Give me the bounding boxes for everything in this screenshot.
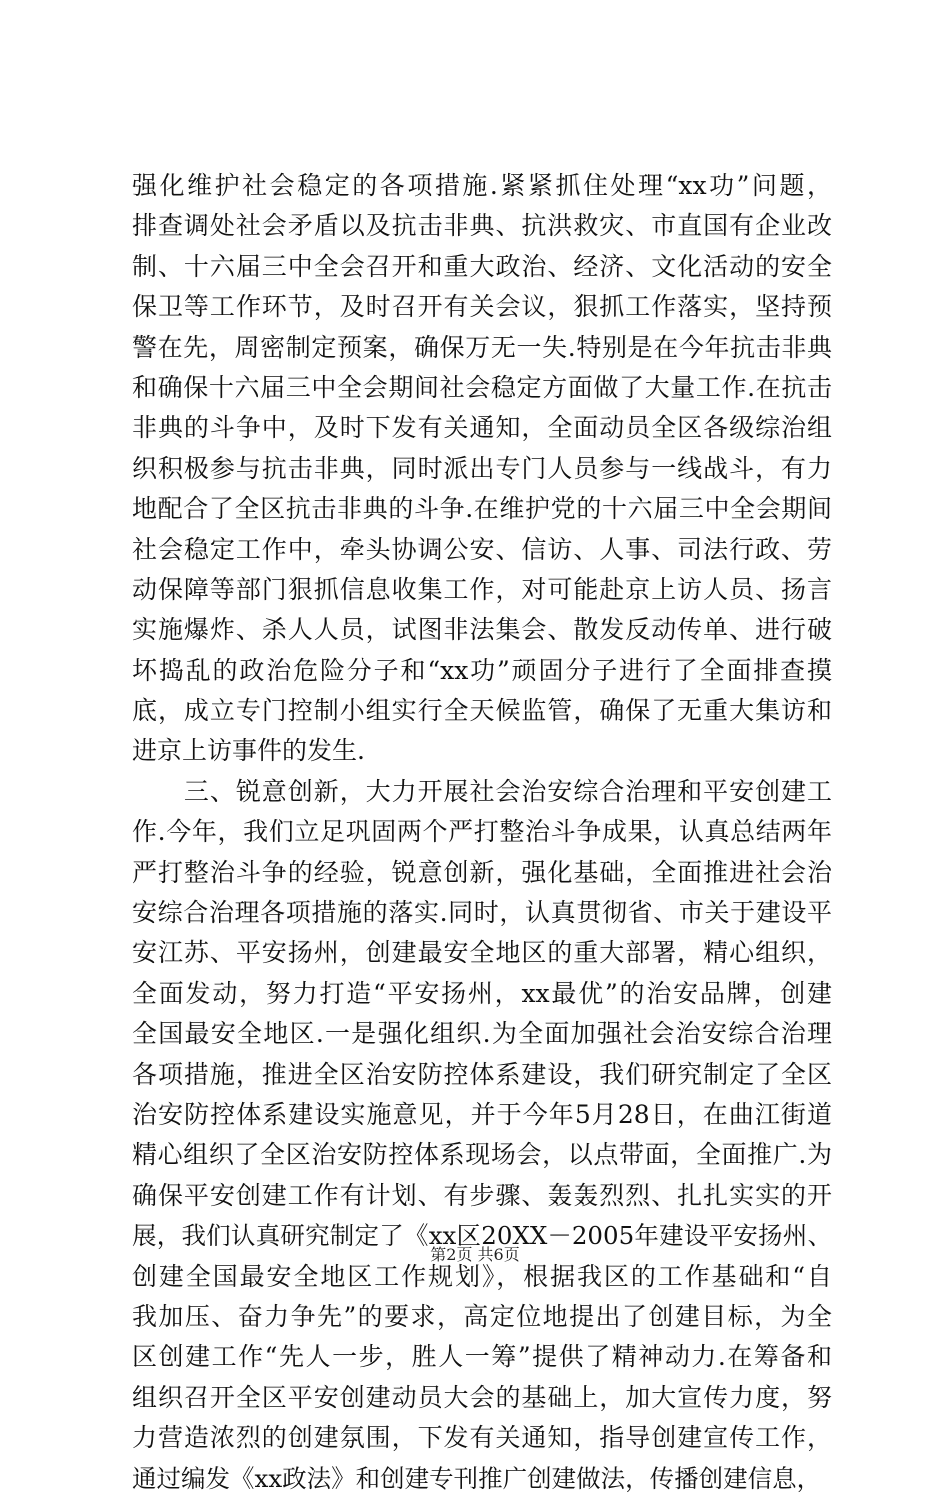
text-line: 织积极参与抗击非典，同时派出专门人员参与一线战斗，有力 — [132, 453, 832, 483]
text-line: 非典的斗争中，及时下发有关通知，全面动员全区各级综治组 — [132, 413, 832, 443]
text-line: 精心组织了全区治安防控体系现场会，以点带面，全面推广.为 — [132, 1140, 832, 1170]
text-line: 治安防控体系建设实施意见，并于今年5月28日，在曲江街道 — [132, 1099, 832, 1129]
text-line: 力营造浓烈的创建氛围，下发有关通知，指导创建宣传工作， — [132, 1423, 832, 1453]
text-line: 强化维护社会稳定的各项措施.紧紧抓住处理“xx功”问题， — [132, 171, 832, 200]
text-line: 制、十六届三中全会召开和重大政治、经济、文化活动的安全 — [132, 251, 832, 281]
document-body — [132, 166, 832, 1499]
text-line: 展，我们认真研究制定了《xx区20XX－2005年建设平安扬州、 — [132, 1221, 832, 1251]
text-line: 全面发动，努力打造“平安扬州，xx最优”的治安品牌，创建 — [132, 978, 832, 1008]
text-line: 安综合治理各项措施的落实.同时，认真贯彻省、市关于建设平 — [132, 898, 832, 928]
text-line: 排查调处社会矛盾以及抗击非典、抗洪救灾、市直国有企业改 — [132, 211, 832, 241]
text-line: 社会稳定工作中，牵头协调公安、信访、人事、司法行政、劳 — [132, 534, 832, 564]
text-line: 坏捣乱的政治危险分子和“xx功”顽固分子进行了全面排查摸 — [132, 655, 832, 685]
text-line: 全国最安全地区.一是强化组织.为全面加强社会治安综合治理 — [132, 1019, 832, 1049]
text-line: 安江苏、平安扬州，创建最安全地区的重大部署，精心组织， — [132, 938, 832, 968]
text-line: 各项措施，推进全区治安防控体系建设，我们研究制定了全区 — [132, 1059, 832, 1089]
text-line: 保卫等工作环节，及时召开有关会议，狠抓工作落实，坚持预 — [132, 292, 832, 322]
text-line: 三、锐意创新，大力开展社会治安综合治理和平安创建工 — [132, 776, 832, 806]
text-line: 组织召开全区平安创建动员大会的基础上，加大宣传力度，努 — [132, 1382, 832, 1412]
page-footer: 第2页 共6页 — [430, 1245, 520, 1264]
text-line: 创建全国最安全地区工作规划》，根据我区的工作基础和“自 — [132, 1261, 832, 1291]
text-line: 通过编发《xx政法》和创建专刊推广创建做法，传播创建信息， — [132, 1463, 822, 1493]
text-line: 我加压、奋力争先”的要求，高定位地提出了创建目标，为全 — [132, 1301, 832, 1331]
text-line: 作.今年，我们立足巩固两个严打整治斗争成果，认真总结两年 — [132, 817, 832, 847]
text-line: 动保障等部门狠抓信息收集工作，对可能赴京上访人员、扬言 — [132, 574, 832, 604]
text-line: 区创建工作“先人一步，胜人一筹”提供了精神动力.在筹备和 — [132, 1342, 832, 1372]
text-line: 严打整治斗争的经验，锐意创新，强化基础，全面推进社会治 — [132, 857, 832, 887]
text-line: 实施爆炸、杀人人员，试图非法集会、散发反动传单、进行破 — [132, 615, 832, 645]
text-line: 底，成立专门控制小组实行全天候监管，确保了无重大集访和 — [132, 696, 832, 726]
text-line: 进京上访事件的发生. — [132, 736, 365, 766]
text-line: 警在先，周密制定预案，确保万无一失.特别是在今年抗击非典 — [132, 332, 832, 362]
text-line: 地配合了全区抗击非典的斗争.在维护党的十六届三中全会期间 — [132, 494, 832, 524]
text-line: 确保平安创建工作有计划、有步骤、轰轰烈烈、扎扎实实的开 — [132, 1180, 832, 1210]
text-line: 和确保十六届三中全会期间社会稳定方面做了大量工作.在抗击 — [132, 372, 832, 402]
